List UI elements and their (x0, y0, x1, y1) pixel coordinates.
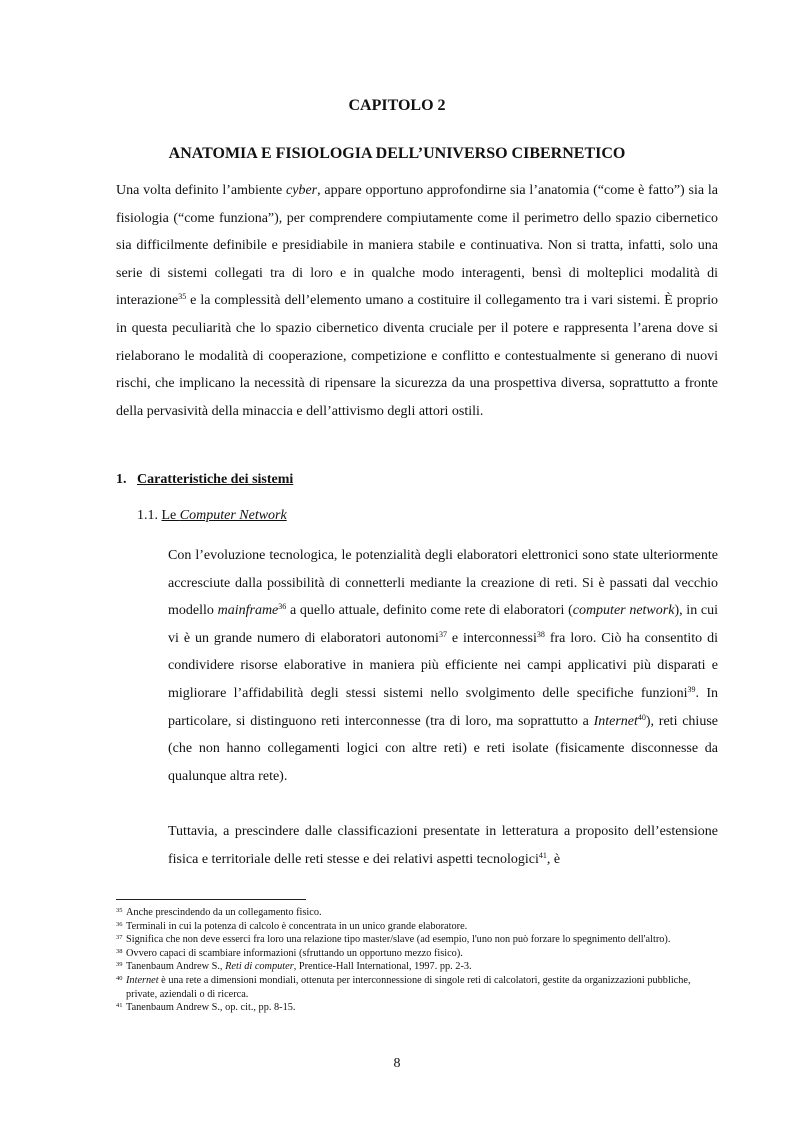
chapter-heading: CAPITOLO 2 (348, 97, 446, 114)
paragraph-tuttavia: Tuttavia, a prescindere dalle classificazioni presentate in letteratura a proposito dell’estensione fisica e territoriale delle reti stesse e dei relativi aspetti tecnologici$^{41}$, è (168, 824, 718, 867)
intro-paragraph: Una volta definito l’ambiente cyber, appare opportuno approfondirne sia l’anatomia (“come è fatto”) sia la fisiologia (“come funziona”), per comprendere compiutamente come il perimetro dello spazio cibernetico sia difficilmente definibile e presidiabile in maniera stabile e continuativa. Non si tratta, infatti, solo una serie di sistemi collegati tra di loro e in qualche modo interagenti, bensì di molteplici modalità di interazione$^{35}$ e la complessità dell’elemento umano a costituire il collegamento tra i vari sistemi. È proprio in questa peculiarità che lo spazio cibernetico diventa cruciale per il potere e rappresenta l’arena dove si rielaborano le modalità di cooperazione, competizione e conflitto e contestualmente si generano di nuovi rischi, che implicano la necessità di ripensare la sicurezza da una prospettiva diversa, soprattutto a fronte della pervasività della minaccia e dell’attivismo degli attori ostili. (116, 183, 718, 419)
footnote-ref-35[interactable]: 35 (178, 292, 187, 302)
footnotes (116, 906, 718, 1015)
footnote-ref-41[interactable]: 41 (538, 850, 547, 860)
footnote-ref-39[interactable]: 39 (687, 684, 696, 694)
footnote-separator (116, 899, 306, 900)
footnote-35: 35 Anche prescindendo da un collegamento fisico. (116, 907, 322, 918)
footnote-ref-37[interactable]: 37 (438, 629, 447, 639)
footnote-ref-38[interactable]: 38 (536, 629, 545, 639)
section-heading-1: 1. Caratteristiche dei sistemi (116, 472, 294, 487)
cyber-term: cyber (286, 183, 318, 198)
footnote-40: 40 Internet è una rete a dimensioni mondiali, ottenuta per interconnessione di singole reti di calcolatori, gestite da organizzazioni pubbliche, private, aziendali o di ricerca. (116, 974, 691, 1000)
footnote-ref-40[interactable]: 40 (637, 712, 646, 722)
section-heading-1-1: 1.1. Le Computer Network (137, 508, 287, 523)
footnote-38: 38 Ovvero capaci di scambiare informazioni (sfruttando un opportuno mezzo fisico). (116, 947, 463, 959)
footnote-37: 37 Significa che non deve esserci fra loro una relazione tipo master/slave (ad esempio, l'uno non può forzare lo spegnimento dell'altro). (116, 934, 671, 946)
footnote-41: 41 Tanenbaum Andrew S., op. cit., pp. 8-15. (116, 1002, 296, 1014)
footnote-ref-36[interactable]: 36 (278, 602, 287, 612)
paragraph-computer-network: Con l’evoluzione tecnologica, le potenzialità degli elaboratori elettronici sono state ulteriormente accresciute dalla possibilità di connetterli mediante la creazione di reti. Si è passati dal vecchio modello mainframe$^{36}$ a quello attuale, definito come rete di elaboratori (computer network), in cui vi è un grande numero di elaboratori autonomi$^{37}$ e interconnessi$^{38}$ fra loro. Ciò ha consentito di condividere risorse elaborative in maniera più efficiente nei campi applicativi più disparati e migliorare l’affidabilità degli stessi sistemi nello svolgimento delle specifiche funzioni$^{39}$. In particolare, si distinguono reti interconnesse (tra di loro, ma soprattutto a Internet$^{40}$), reti chiuse (che non hanno collegamenti logici con altre reti) e reti isolate (fisicamente disconnesse da qualunque altra rete). (168, 548, 719, 784)
footnote-36: 36 Terminali in cui la potenza di calcolo è concentrata in un unico grande elaboratore. (116, 920, 468, 932)
footnote-39: 39 Tanenbaum Andrew S., Reti di computer, Prentice-Hall International, 1997. pp. 2-3. (116, 961, 472, 973)
chapter-title: ANATOMIA E FISIOLOGIA DELL’UNIVERSO CIBERNETICO (168, 145, 626, 162)
page-number: 8 (393, 1056, 401, 1071)
